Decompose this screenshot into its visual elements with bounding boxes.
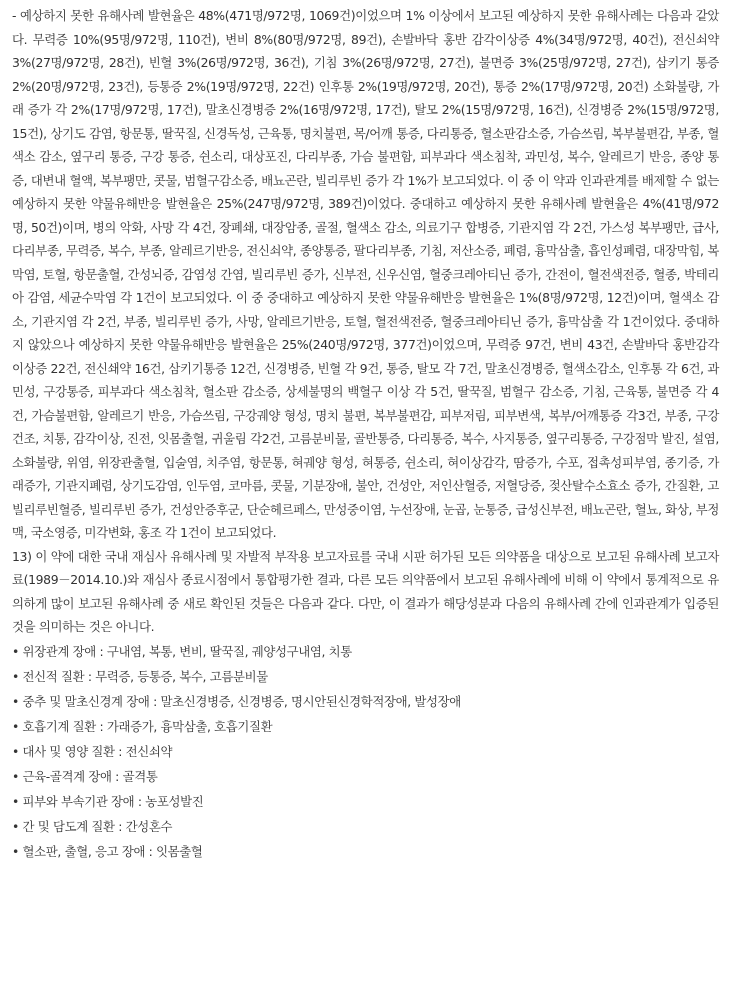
adverse-events-paragraph: - 예상하지 못한 유해사례 발현율은 48%(471명/972명, 1069건)이었으며 1% 이상에서 보고된 예상하지 못한 유해사례는 다음과 같았다. 무력증 10%(95명/972명, 110건), 변비 8%(80명/972명, 89건), 손발바닥 홍반 감각이상증 4%(34명/972명, 40건), 전신쇠약 3%(27명/972명, 28건), 빈혈 3%(26명/972명, 36건), 기침 3%(26명/972명, 27건), 불면증 3%(25명/972명, 27건), 삼키기 통증 2%(20명/972명, 23건), 등통증 2%(19명/972명, 22건) 인후통 2%(19명/972명, 20건), 통증 2%(17명/972명, 20건) 소화불량, 가래 증가 각 2%(17명/972명, 17건), 말초신경병증 2%(16명/972명, 17건), 탈모 2%(15명/972명, 16건), 신경병증 2%(15명/972명, 15건), 상기도 감염, 항문통, 딸꾹질, 신경독성, 근육통, 명치불편, 목/어깨 통증, 다리통증, 혈소판감소증, 가슴쓰림, 복부불편감, 부종, 혈색소 감소, 옆구리 통증, 구강 통증, 쉰소리, 대상포진, 다리부종, 가슴 불편함, 피부과다 색소침착, 과민성, 복수, 알레르기 반응, 종양 통증, 대변내 혈액, 복부팽만, 콧물, 범혈구감소증, 배뇨곤란, 빌리루빈 증가 각 1%가 보고되었다. 이 중 이 약과 인과관계를 배제할 수 없는 예상하지 못한 약물유해반응 발현율은 25%(247명/972명, 389건)이었다. 중대하고 예상하지 못한 유해사례 발현율은 4%(41명/972명, 50건)이며, 병의 악화, 사망 각 4건, 장폐쇄, 대장암종, 골절, 혈색소 감소, 의료기구 합병증, 기관지염 각 2건, 가스성 복부팽만, 급사, 다리부종, 무력증, 복수, 부종, 알레르기반응, 전신쇠약, 종양통증, 팔다리부종, 기침, 저산소증, 폐렴, 흉막삼출, 흡인성폐렴, 대장막힘, 복막염, 토혈, 항문출혈, 간성뇌증, 감염성 간염, 빌리루빈 증가, 신부전, 신우신염, 혈중크레아티닌 증가, 간전이, 혈전색전증, 혈종, 박테리아 감염, 세균수막염 각 1건이 보고되었다. 이 중 중대하고 예상하지 못한 약물유해반응 발현율은 1%(8명/972명, 12건)이며, 혈색소 감소, 기관지염 각 2건, 부종, 빌리루빈 증가, 사망, 알레르기반응, 토혈, 혈전색전증, 혈중크레아티닌 증가, 흉막삼출 각 1건이었다. 중대하지 않았으나 예상하지 못한 약물유해반응 발현율은 25%(240명/972명, 377건)이었으며, 무력증 97건, 변비 43건, 손발바닥 홍반감각이상증 22건, 전신쇄약 16건, 삼키기통증 12건, 신경병증, 빈혈 각 9건, 통증, 탈모 각 7건, 말초신경병증, 혈색소감소, 인후통 각 6건, 과민성, 구강통증, 피부과다 색소침착, 혈소판 감소증, 상세불명의 백혈구 이상 각 5건, 딸꾹질, 범혈구 감소증, 기침, 근육통, 불면증 각 4건, 가슴불편함, 알레르기 반응, 가슴쓰림, 구강궤양 형성, 명치 불편, 복부불편감, 피부저림, 피부변색, 복부/어깨통증 각3건, 부종, 구강건조, 치통, 감각이상, 진전, 잇몸출혈, 귀울림 각2건, 고름분비물, 골반통증, 다리통증, 복수, 사지통증, 옆구리통증, 구강점막 발진, 설염, 소화불량, 위염, 위장관출혈, 입술염, 치주염, 항문통, 혀궤양 형성, 혀통증, 쉰소리, 혀이상감각, 땀증가, 수포, 접촉성피부염, 종기증, 가래증가, 기관지폐렴, 상기도감염, 인두염, 코마름, 콧물, 기분장애, 불안, 건성안, 저인산혈증, 저혈당증, 젖산탈수소효소 증가, 간질환, 고빌리루빈혈증, 빌리루빈 증가, 건성안증후군, 단순헤르페스, 만성중이염, 누선장애, 눈곱, 눈통증, 급성신부전, 배뇨곤란, 혈뇨, 화상, 부정맥, 국소영증, 미각변화, 홍조 각 1건이 보고되었다.: [12, 8, 720, 540]
list-item: • 대사 및 영양 질환 : 전신쇠약: [12, 743, 173, 759]
list-item: • 간 및 담도계 질환 : 간성혼수: [12, 818, 173, 834]
list-item: • 피부와 부속기관 장애 : 농포성발진: [12, 793, 204, 809]
list-item: • 중추 및 말초신경계 장애 : 말초신경병증, 신경병증, 명시안된신경학적장애, 발성장애: [12, 693, 461, 709]
list-item: • 근육-골격계 장애 : 골격통: [12, 768, 158, 784]
list-item: • 혈소판, 출혈, 응고 장애 : 잇몸출혈: [12, 843, 203, 859]
reexamination-paragraph: 13) 이 약에 대한 국내 재심사 유해사례 및 자발적 부작용 보고자료를 국내 시판 허가된 모든 의약품을 대상으로 보고된 유해사례 보고자료(1989－2014.10.)와 재심사 종료시점에서 통합평가한 결과, 다른 모든 의약품에서 보고된 유해사례에 비해 이 약에서 통계적으로 유의하게 많이 보고된 유해사례 중 새로 확인된 것들은 다음과 같다. 다만, 이 결과가 해당성분과 다음의 유해사례 간에 인과관계가 입증된 것을 의미하는 것은 아니다.: [12, 548, 719, 634]
adverse-events-list: [12, 639, 719, 864]
list-item: • 전신적 질환 : 무력증, 등통증, 복수, 고름분비물: [12, 668, 268, 684]
list-item: • 호흡기계 질환 : 가래증가, 흉막삼출, 호흡기질환: [12, 718, 273, 734]
list-item: • 위장관계 장애 : 구내염, 복통, 변비, 딸꾹질, 궤양성구내염, 치통: [12, 643, 352, 659]
